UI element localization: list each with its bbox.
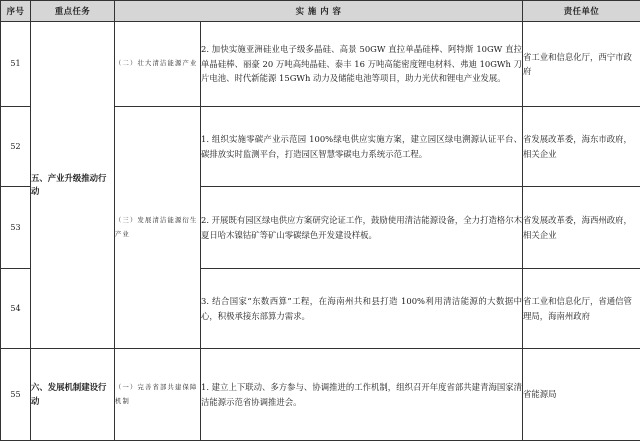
content-cell: 1. 建立上下联动、多方参与、协调推进的工作机制，组织召开年度省部共建青海国家清洁能源示范省协调推进会。: [201, 349, 523, 441]
header-no: 序号: [1, 1, 31, 22]
table-header-row: [1, 1, 640, 22]
content-cell: 2. 加快实施亚洲硅业电子级多晶硅、高景 50GW 直拉单晶硅棒、阿特斯 10GW 直拉单晶硅棒、丽豪 20 万吨高纯晶硅、泰丰 16 万吨高能密度锂电材料、弗迪 10GWh 刀片电池、时代新能源 15GWh 动力及储能电池等项目，助力光伏和锂电产业发展。: [201, 22, 523, 107]
table-row: [1, 349, 640, 441]
row-number: 53: [1, 187, 31, 269]
row-number: 51: [1, 22, 31, 107]
header-content: 实 施 内 容: [115, 1, 523, 22]
key-task-cell: 六、发展机制建设行动: [31, 349, 115, 441]
responsible-unit-cell: 省工业和信息化厅，西宁市政府: [523, 22, 640, 107]
header-task: 重点任务: [31, 1, 115, 22]
row-number: 52: [1, 107, 31, 187]
responsible-unit-cell: 省工业和信息化厅，省通信管理局，海南州政府: [523, 269, 640, 349]
subtask-cell: （三）发展清洁能源衍生产业: [115, 107, 201, 349]
content-cell: 2. 开展既有园区绿电供应方案研究论证工作，鼓励使用清洁能源设备，全力打造格尔木夏日哈木镍钴矿等矿山零碳绿色开发建设样板。: [201, 187, 523, 269]
header-unit: 责任单位: [523, 1, 640, 22]
content-cell: 3. 结合国家“东数西算”工程，在海南州共和县打造 100%利用清洁能源的大数据中心，积极承接东部算力需求。: [201, 269, 523, 349]
subtask-cell: （二）壮大清洁能源产业: [115, 22, 201, 107]
responsible-unit-cell: 省发展改革委，海东市政府，相关企业: [523, 107, 640, 187]
row-number: 54: [1, 269, 31, 349]
row-number: 55: [1, 349, 31, 441]
content-cell: 1. 组织实施零碳产业示范园 100%绿电供应实施方案，建立园区绿电溯源认证平台、碳排放实时监测平台，打造园区智慧零碳电力系统示范工程。: [201, 107, 523, 187]
responsible-unit-cell: 省能源局: [523, 349, 640, 441]
responsible-unit-cell: 省发展改革委，海西州政府，相关企业: [523, 187, 640, 269]
subtask-cell: （一）完善省部共建保障机制: [115, 349, 201, 441]
key-task-cell: 五、产业升级推动行动: [31, 22, 115, 349]
table-row: [1, 22, 640, 107]
